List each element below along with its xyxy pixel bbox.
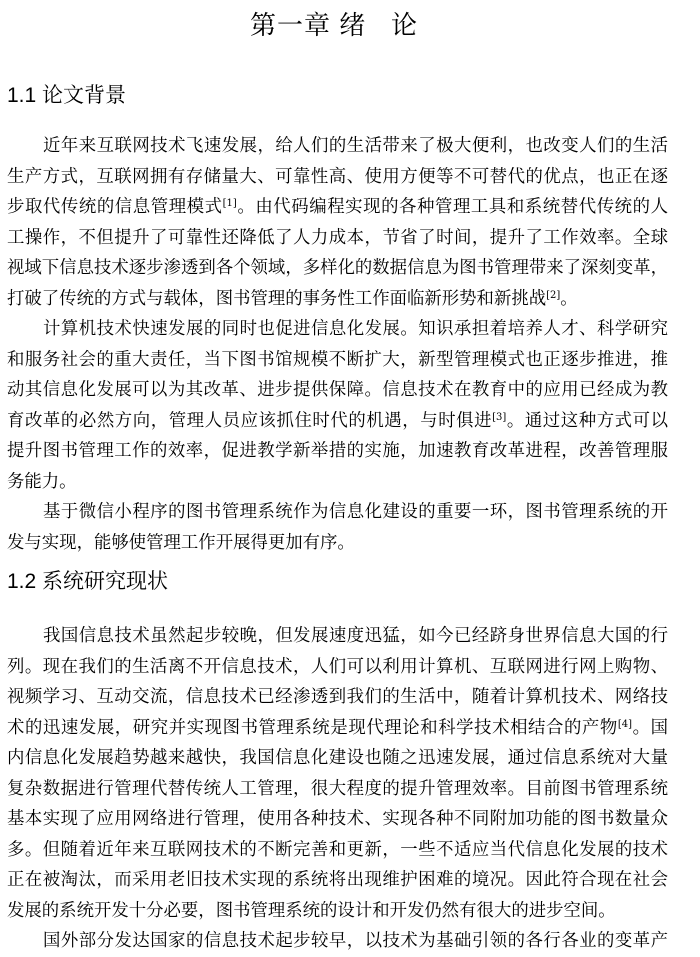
text-run: 近年来互联网技术飞速发展，给人们的生活带来了极大便利，也改变人们的生活 [43, 136, 668, 156]
text-line [7, 436, 668, 467]
text-run: 视域下信息技术逐步渗透到各个领域，多样化的数据信息为图书管理带来了深刻变革， [7, 258, 668, 278]
text-run: 列。现在我们的生活离不开信息技术，人们可以利用计算机、互联网进行网上购物、 [7, 656, 668, 677]
citation-reference[interactable]: [3] [492, 411, 507, 423]
text-line [7, 131, 668, 162]
text-line [7, 682, 668, 713]
text-run: 和服务社会的重大责任，当下图书馆规模不断扩大，新型管理模式也正逐步推进，推 [7, 349, 668, 370]
text-run: 发展的系统开发十分必要，图书管理系统的设计和开发仍然有很大的进步空间。 [7, 900, 616, 921]
text-run: 动其信息化发展可以为其改革、进步提供保障。信息技术在教育中的应用已经成为教 [7, 380, 668, 400]
text-line [7, 192, 668, 223]
text-line [7, 406, 668, 437]
text-run: 步取代传统的信息管理模式 [7, 197, 223, 217]
text-line [7, 865, 668, 896]
text-run: 基于微信小程序的图书管理系统作为信息化建设的重要一环，图书管理系统的开 [43, 502, 668, 522]
text-line [7, 223, 668, 254]
text-line [7, 713, 668, 744]
text-line [7, 835, 668, 866]
paragraph [7, 314, 668, 497]
text-run: 视频学习、互动交流，信息技术已经渗透到我们的生活中，随着计算机技术、网络技 [7, 687, 668, 707]
text-run: 正在被淘汰，而采用老旧技术实现的系统将出现维护困难的境况。因此符合现在社会 [7, 870, 668, 890]
text-line [7, 253, 668, 284]
text-run: 发与实现，能够使管理工作开展得更加有序。 [7, 532, 355, 553]
text-run: 计算机技术快速发展的同时也促进信息化发展。知识承担着培养人才、科学研究 [43, 319, 668, 339]
paragraph [7, 621, 668, 926]
text-run: 我国信息技术虽然起步较晚，但发展速度迅猛，如今已经跻身世界信息大国的行 [43, 626, 668, 646]
text-run: 生产方式，互联网拥有存储量大、可靠性高、使用方便等不可替代的优点，也正在逐 [7, 166, 668, 187]
text-line [7, 314, 668, 345]
text-line [7, 652, 668, 683]
text-line [7, 743, 668, 774]
paragraph [7, 926, 668, 957]
text-run: 育改革的必然方向，管理人员应该抓住时代的机遇，与时俱进 [7, 410, 493, 431]
text-run: 。 [560, 288, 578, 309]
text-line [7, 804, 668, 835]
text-run: 内信息化发展趋势越来越快，我国信息化建设也随之迅速发展，通过信息系统对大量 [7, 748, 668, 768]
text-line [7, 467, 668, 498]
text-run: 基本实现了应用网络进行管理，使用各种技术、实现各种不同附加功能的图书数量众 [7, 809, 668, 829]
text-line [7, 375, 668, 406]
text-line [7, 926, 668, 957]
text-run: 打破了传统的方式与载体，图书管理的事务性工作面临新形势和新挑战 [7, 288, 547, 309]
text-run: 国外部分发达国家的信息技术起步较早，以技术为基础引领的各行各业的变革产 [43, 931, 668, 951]
text-run: 。国 [632, 717, 668, 738]
citation-reference[interactable]: [2] [546, 289, 561, 301]
text-line [7, 497, 668, 528]
text-run: 务能力。 [7, 471, 77, 492]
text-line [7, 284, 668, 315]
text-run: 复杂数据进行管理代替传统人工管理，很大程度的提升管理效率。目前图书管理系统 [7, 778, 668, 799]
section-heading-research-status: 1.2 系统研究现状 [7, 570, 169, 593]
text-line [7, 528, 668, 559]
citation-reference[interactable]: [1] [222, 198, 237, 209]
text-line [7, 621, 668, 652]
text-line [7, 162, 668, 193]
section-research-status-body [7, 621, 668, 957]
text-line [7, 774, 668, 805]
text-run: 多。但随着近年来互联网技术的不断完善和更新，一些不适应当代信息化发展的技术 [7, 839, 668, 860]
paragraph [7, 497, 668, 558]
text-line [7, 345, 668, 376]
chapter-title: 第一章 绪 论 [250, 10, 418, 40]
section-background-body [7, 131, 668, 558]
text-line [7, 896, 668, 927]
text-run: 提升图书管理工作的效率，促进教学新举措的实施，加速教育改革进程，改善管理服 [7, 441, 668, 461]
text-run: 。通过这种方式可以 [506, 410, 668, 431]
section-heading-background: 1.1 论文背景 [7, 84, 127, 107]
text-run: 术的迅速发展，研究并实现图书管理系统是现代理论和科学技术相结合的产物 [7, 717, 618, 738]
citation-reference[interactable]: [4] [617, 718, 633, 730]
text-run: 。由代码编程实现的各种管理工具和系统替代传统的人 [236, 197, 668, 217]
text-run: 工操作，不但提升了可靠性还降低了人力成本，节省了时间，提升了工作效率。全球 [7, 227, 668, 248]
paragraph [7, 131, 668, 314]
